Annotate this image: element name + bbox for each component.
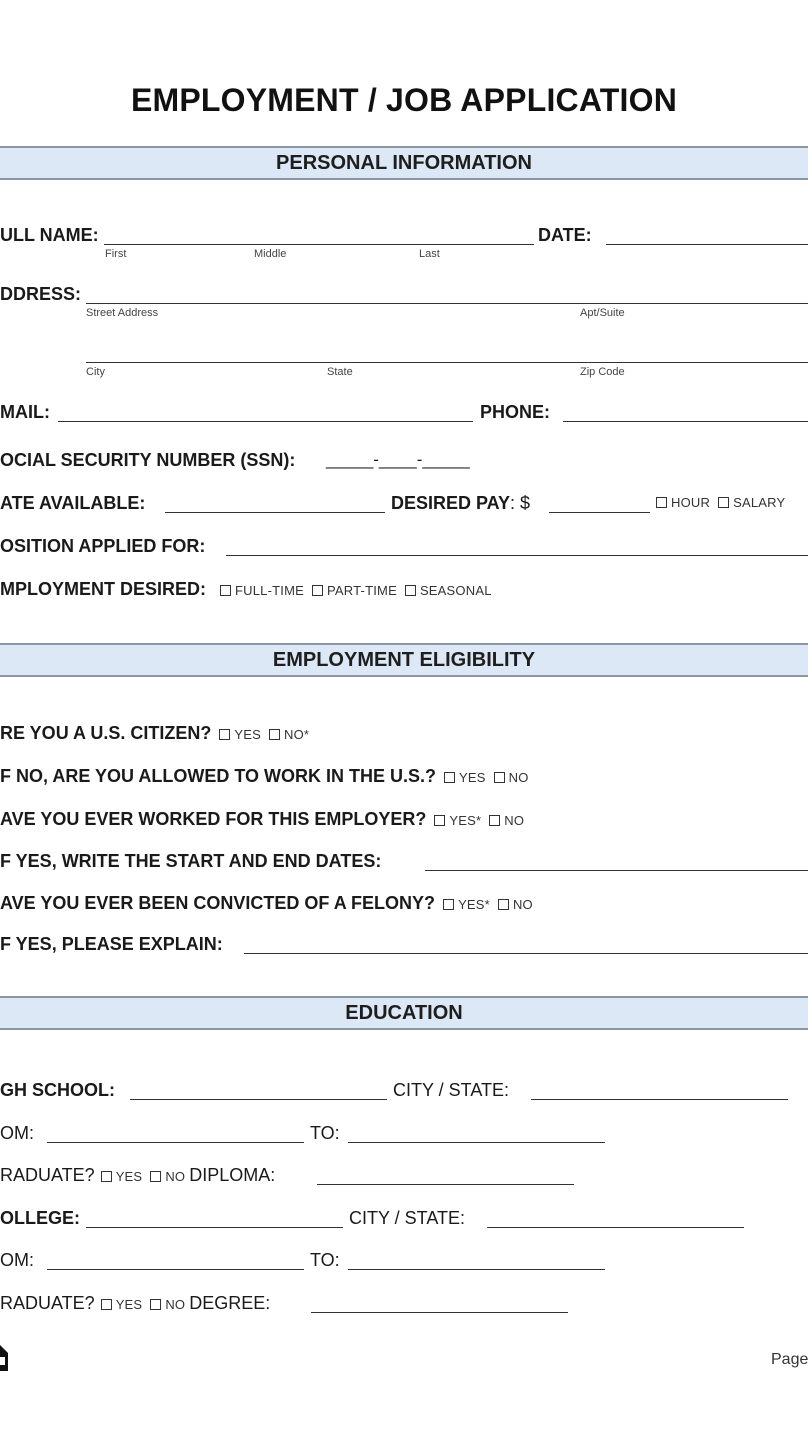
college-city-state-field[interactable] — [487, 1227, 744, 1228]
phone-label: PHONE: — [480, 402, 551, 422]
hs-city-state-field[interactable] — [531, 1099, 788, 1100]
dates-label: F YES, WRITE THE START AND END DATES: — [0, 851, 382, 871]
worked-no-checkbox[interactable] — [489, 815, 500, 826]
worked-question: AVE YOU EVER WORKED FOR THIS EMPLOYER? YES* NO — [0, 809, 525, 829]
phone-field[interactable] — [563, 421, 808, 422]
section-title: EMPLOYMENT ELIGIBILITY — [272, 649, 536, 671]
seasonal-checkbox[interactable] — [405, 585, 416, 596]
city-hint: City — [86, 366, 105, 378]
ssn-field[interactable]: _____-____-_____ — [326, 450, 470, 469]
date-available-field[interactable] — [165, 512, 385, 513]
hs-graduate-yes-checkbox[interactable] — [101, 1171, 112, 1182]
seasonal-label: SEASONAL — [419, 583, 492, 598]
college-to-field[interactable] — [348, 1269, 605, 1270]
zip-hint: Zip Code — [580, 366, 625, 378]
address-label: DDRESS: — [0, 284, 82, 304]
college-from-field[interactable] — [47, 1269, 304, 1270]
section-title: PERSONAL INFORMATION — [276, 152, 532, 174]
desired-pay-label: DESIRED PAY: $ — [391, 493, 531, 513]
section-title: EDUCATION — [345, 1002, 463, 1024]
full-name-field[interactable] — [104, 244, 534, 245]
apt-hint: Apt/Suite — [580, 307, 625, 319]
hs-from-field[interactable] — [47, 1142, 304, 1143]
state-hint: State — [327, 366, 353, 378]
position-field[interactable] — [226, 555, 808, 556]
citizen-question: RE YOU A U.S. CITIZEN? YES NO* — [0, 723, 310, 743]
start-end-dates-field[interactable] — [425, 870, 808, 871]
page-number: Page — [771, 1351, 808, 1368]
date-available-label: ATE AVAILABLE: — [0, 493, 146, 513]
last-hint: Last — [419, 248, 440, 260]
explain-label: F YES, PLEASE EXPLAIN: — [0, 934, 223, 954]
college-graduate-yes-checkbox[interactable] — [101, 1299, 112, 1310]
section-header-education — [0, 996, 808, 1030]
college-from-label: OM: — [0, 1250, 34, 1270]
street-address-field[interactable] — [86, 303, 808, 304]
hour-option-label: HOUR — [671, 495, 711, 510]
felony-no-checkbox[interactable] — [498, 899, 509, 910]
hs-to-field[interactable] — [348, 1142, 605, 1143]
college-city-state-label: CITY / STATE: — [349, 1208, 466, 1228]
college-label: OLLEGE: — [0, 1208, 80, 1228]
part-time-checkbox[interactable] — [312, 585, 323, 596]
full-name-label: ULL NAME: — [0, 225, 99, 245]
hs-graduate-no-checkbox[interactable] — [150, 1171, 161, 1182]
salary-checkbox[interactable] — [718, 497, 729, 508]
employment-desired-label: MPLOYMENT DESIRED: FULL-TIME PART-TIME SEASONAL — [0, 579, 492, 599]
ssn-label: OCIAL SECURITY NUMBER (SSN): — [0, 450, 296, 470]
explain-field[interactable] — [244, 953, 808, 954]
logo-icon — [0, 1343, 8, 1373]
desired-pay-field[interactable] — [549, 512, 650, 513]
email-label: MAIL: — [0, 402, 50, 422]
date-label: DATE: — [538, 225, 592, 245]
full-time-label: FULL-TIME — [235, 583, 304, 598]
street-hint: Street Address — [86, 307, 159, 319]
felony-yes-checkbox[interactable] — [443, 899, 454, 910]
high-school-label: GH SCHOOL: — [0, 1080, 115, 1100]
position-label: OSITION APPLIED FOR: — [0, 536, 206, 556]
part-time-label: PART-TIME — [327, 583, 397, 598]
allowed-yes-checkbox[interactable] — [444, 772, 455, 783]
felony-question: AVE YOU EVER BEEN CONVICTED OF A FELONY? YES* NO — [0, 893, 533, 913]
hour-checkbox[interactable] — [656, 497, 667, 508]
hs-to-label: TO: — [310, 1123, 340, 1143]
citizen-no-checkbox[interactable] — [269, 729, 280, 740]
citizen-yes-checkbox[interactable] — [219, 729, 230, 740]
first-hint: First — [105, 248, 127, 260]
hs-city-state-label: CITY / STATE: — [393, 1080, 510, 1100]
pay-type-options — [648, 494, 785, 512]
college-to-label: TO: — [310, 1250, 340, 1270]
allowed-no-checkbox[interactable] — [494, 772, 505, 783]
hs-from-label: OM: — [0, 1123, 34, 1143]
full-time-checkbox[interactable] — [220, 585, 231, 596]
high-school-field[interactable] — [130, 1099, 387, 1100]
section-header-personal — [0, 146, 808, 180]
hs-graduate-question: RADUATE? YES NO DIPLOMA: — [0, 1165, 276, 1185]
email-field[interactable] — [58, 421, 473, 422]
allowed-question: F NO, ARE YOU ALLOWED TO WORK IN THE U.S.? YES NO — [0, 766, 529, 786]
degree-field[interactable] — [311, 1312, 568, 1313]
diploma-field[interactable] — [317, 1184, 574, 1185]
college-field[interactable] — [86, 1227, 343, 1228]
salary-option-label: SALARY — [733, 495, 786, 510]
date-field[interactable] — [606, 244, 808, 245]
city-state-zip-field[interactable] — [86, 362, 808, 363]
page-title: EMPLOYMENT / JOB APPLICATION — [130, 82, 678, 118]
college-graduate-question: RADUATE? YES NO DEGREE: — [0, 1293, 271, 1313]
section-header-eligibility — [0, 643, 808, 677]
worked-yes-checkbox[interactable] — [434, 815, 445, 826]
college-graduate-no-checkbox[interactable] — [150, 1299, 161, 1310]
middle-hint: Middle — [254, 248, 287, 260]
